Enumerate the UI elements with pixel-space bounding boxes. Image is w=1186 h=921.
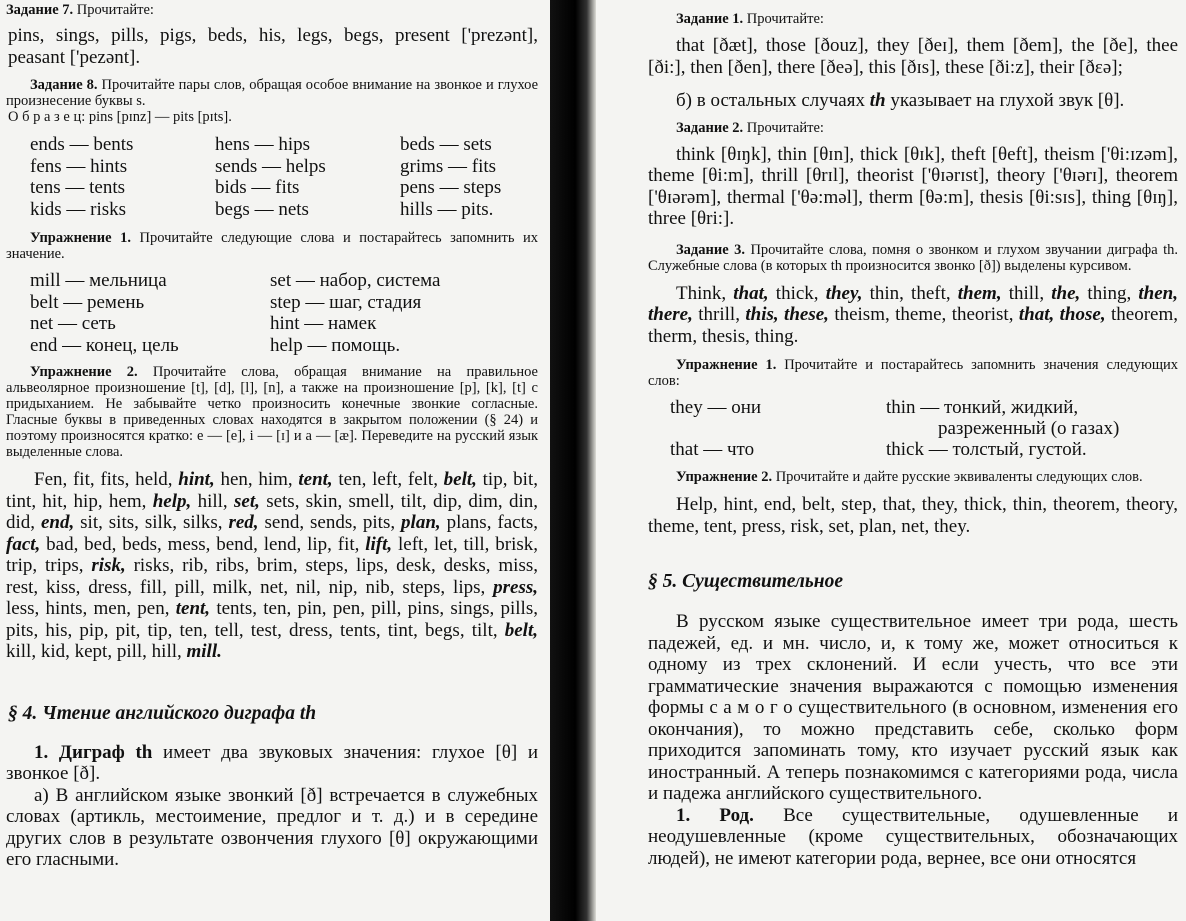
exercise2-header: Упражнение 2. Прочитайте слова, обращая внимание на правильное альвеолярное произношение [t], [d], [l], [n], а также на произношение [p], [k], [t] с придыханием. Не забывайте четко произносить конечные звонкие согласные. Гласные буквы в приведенных словах находятся в закрытом положении (§ 24) и поэтому произносятся кратко: e — [e], i — [ɪ] и a — [æ]. Переведите на русский язык выделенные слова.	[6, 364, 538, 460]
ex2-word-run-20: left, let, till, brisk, trip, trips,	[6, 533, 538, 576]
ex2-word-run-8: hill,	[191, 490, 234, 512]
r-task1-text: that [ðæt], those [ðouz], they [ðeɪ], them [ðem], the [ðe], thee [ði:], then [ðen], there [ðeə], this [ðɪs], these [ði:z], their [ðɛə];	[648, 35, 1178, 78]
exercise1-header: Упражнение 1. Прочитайте следующие слова и постарайтесь запомнить их значение.	[6, 230, 539, 262]
task3-word-run-3: they,	[825, 282, 863, 304]
r-task3-header: Задание 3. Прочитайте слова, помня о звонком и глухом звучании диграфа th. Служебные слова (в которых th произносится звонко [ð]) выделены курсивом.	[648, 241, 1178, 274]
task3-word-run-1: that,	[733, 282, 769, 304]
task3-word-run-7: the,	[1051, 282, 1081, 304]
task8-pair-r3-c2: hills — pits.	[400, 198, 494, 220]
ex1-pair-r3-c0: end — конец, цель	[30, 334, 179, 356]
ex2-word-run-17: fact,	[6, 533, 41, 555]
task7-text: pins, sings, pills, pigs, beds, his, legs, begs, present ['prezənt], peasant ['pezənt].	[8, 25, 538, 68]
ex2-word-run-11: end,	[40, 512, 75, 533]
r-task2-text: think [θɪŋk], thin [θɪn], thick [θɪk], theft [θeft], theism ['θi:ɪzəm], theme [θi:m], thrill [θrɪl], theorist ['θɪərɪst], theory ['θɪərɪ], theorem ['θɪərəm], thermal ['θə:məl], therm [θə:m], thesis [θi:sɪs], thing [θɪŋ], three [θri:].	[648, 143, 1178, 229]
r-task3-words	[648, 283, 1178, 348]
ex1-pair-r1-c1: step — шаг, стадия	[270, 291, 422, 313]
exercise2-words	[6, 469, 538, 663]
task8-pair-r1-c0: fens — hints	[30, 155, 128, 177]
ex2-word-run-13: red,	[228, 512, 259, 533]
task8-pair-r0-c0: ends — bents	[30, 134, 134, 155]
ex1-pair-r3-c1: help — помощь.	[270, 334, 401, 356]
task3-word-run-10: thrill,	[692, 304, 746, 325]
task3-word-run-9: then, there,	[648, 282, 1178, 325]
task8-pair-r2-c1: bids — fits	[215, 177, 300, 198]
task8-pair-r1-c2: grims — fits	[400, 155, 497, 177]
section5-p1: В русском языке существительное имеет три рода, шесть падежей, ед. и мн. число, и, к тому же, может относиться к одному из трех склонений. И если учесть, что все эти грамматические значения выражаются с помощью изменения формы с а м о г о существительного (в основном, изменения его окончания), то можно представить себе, сколько форм приходится запоминать тому, кто изучает русский язык как иностранный. А теперь познакомимся с категориями рода, числа и падежа английского существительного.	[648, 611, 1178, 804]
task8-pairs	[6, 134, 538, 220]
task8-pair-r3-c0: kids — risks	[30, 198, 127, 220]
task3-word-run-5: them,	[957, 282, 1002, 304]
ex2-word-run-29: mill.	[186, 641, 222, 662]
ex1-pair-r0-c1: set — набор, система	[270, 270, 441, 291]
exercise1-pairs	[6, 270, 538, 356]
task3-word-run-0: Think,	[676, 282, 734, 304]
section5-p2: 1. Род. Все существительные, одушевленные и неодушевленные (кроме существительных, обозначающих людей), не имеют категории рода, вернее, все они относятся	[648, 804, 1179, 869]
r-exercise1-header: Упражнение 1. Прочитайте и постарайтесь запомнить значения следующих слов:	[648, 357, 1179, 389]
ex1-pair-r1-c0: belt — ремень	[30, 291, 145, 313]
section5-title: § 5. Существительное	[648, 571, 844, 592]
section4-title: § 4. Чтение английского диграфа th	[8, 702, 317, 724]
ex2-word-run-14: send, sends, pits,	[258, 512, 402, 533]
ex2-word-run-24: less, hints, men, pen,	[6, 598, 176, 619]
ex2-word-run-19: lift,	[365, 533, 393, 555]
task3-word-run-2: thick,	[768, 282, 826, 304]
ex2-word-run-25: tent,	[175, 598, 211, 619]
ex2-word-run-9: set,	[234, 490, 260, 512]
ex2-word-run-7: help,	[152, 490, 192, 512]
r-exercise2-header: Упражнение 2. Прочитайте и дайте русские эквиваленты следующих слов.	[676, 469, 1143, 485]
section4-p1: 1. Диграф th имеет два звуковых значения: глухое [θ] и звонкое [ð].	[6, 741, 539, 784]
task3-word-run-14: theorem, therm, thesis, thing.	[648, 304, 1178, 347]
vocab-thin-cont: разреженный (о газах)	[938, 418, 1120, 439]
ex2-word-run-5: belt,	[443, 469, 477, 490]
ex2-word-run-23: press,	[493, 576, 538, 598]
task8-pair-r1-c1: sends — helps	[215, 155, 326, 177]
ex2-word-run-1: hint,	[178, 469, 215, 490]
r-exercise2-text: Help, hint, end, belt, step, that, they, thick, thin, theorem, theory, theme, tent, press, risk, set, plan, net, they.	[648, 494, 1178, 537]
ex2-word-run-12: sit, sits, silk, silks,	[74, 512, 229, 533]
ex2-word-run-4: ten, left, felt,	[332, 469, 444, 490]
task8-sample: О б р а з е ц: pins [pɪnz] — pits [pɪts].	[8, 109, 232, 125]
ex2-word-run-22: risks, rib, ribs, brim, steps, lips, desk, desks, miss, rest, kiss, dress, fill, pill, milk, net, nil, nip, nib, steps, lips,	[6, 555, 539, 598]
ex1-pair-r2-c1: hint — намек	[270, 313, 377, 334]
task7-header: Задание 7. Прочитайте:	[6, 2, 154, 18]
vocab-they: they — они	[670, 397, 762, 418]
task8-pair-r0-c2: beds — sets	[400, 134, 492, 155]
task3-word-run-6: thill,	[1001, 282, 1052, 304]
task3-word-run-8: thing,	[1080, 282, 1139, 304]
r-exercise1-vocab	[648, 397, 1178, 461]
task3-word-run-13: that, those,	[1018, 304, 1106, 325]
task8-pair-r2-c0: tens — tents	[30, 177, 125, 198]
vocab-thick: thick — толстый, густой.	[886, 439, 1087, 460]
ex2-word-run-0: Fen, fit, fits, held,	[34, 469, 179, 490]
ex2-word-run-16: plans, facts,	[440, 512, 538, 533]
ex2-word-run-15: plan,	[401, 512, 441, 533]
ex2-word-run-2: hen, him,	[214, 469, 299, 490]
right-page	[596, 0, 1186, 921]
book-spine-shadow	[550, 0, 596, 921]
section4-p2: а) В английском языке звонкий [ð] встречается в служебных словах (артикль, местоимение, предлог и т. д.) и в середине других слов в результате озвончения глухого [θ] окружающими его гласными.	[6, 784, 538, 870]
ex1-pair-r2-c0: net — сеть	[30, 313, 116, 334]
task8-pair-r3-c1: begs — nets	[215, 198, 309, 220]
task8-pair-r2-c2: pens — steps	[400, 177, 502, 198]
ex2-word-run-26: tents, ten, pin, pen, pill, pins, sings, pills, pits, his, pip, pit, tip, ten, tell, test, dress, tents, tint, begs, tilt,	[6, 598, 538, 641]
ex2-word-run-28: kill, kid, kept, pill, hill,	[6, 641, 187, 662]
rule-b: б) в остальных случаях th указывает на глухой звук [θ].	[676, 90, 1125, 111]
ex2-word-run-10: sets, skin, smell, tilt, dip, dim, din, did,	[6, 490, 538, 533]
ex2-word-run-6: tip, bit, tint, hit, hip, hem,	[6, 469, 538, 512]
task3-word-run-12: theism, theme, theorist,	[828, 304, 1019, 325]
task8-header: Задание 8. Прочитайте пары слов, обращая особое внимание на звонкое и глухое произнесение буквы s.	[6, 77, 538, 109]
left-page	[0, 0, 542, 921]
vocab-thin: thin — тонкий, жидкий,	[886, 397, 1079, 418]
task8-pair-r0-c1: hens — hips	[215, 134, 310, 155]
r-task1-header: Задание 1. Прочитайте:	[676, 11, 824, 27]
ex2-word-run-27: belt,	[504, 619, 538, 641]
vocab-that: that — что	[670, 439, 755, 460]
ex2-word-run-3: tent,	[298, 469, 333, 490]
ex2-word-run-18: bad, bed, beds, mess, bend, lend, lip, fit,	[40, 533, 366, 555]
ex2-word-run-21: risk,	[91, 555, 126, 576]
task3-word-run-4: thin, theft,	[862, 282, 958, 304]
task3-word-run-11: this, these,	[745, 304, 829, 325]
r-task2-header: Задание 2. Прочитайте:	[676, 119, 824, 136]
ex1-pair-r0-c0: mill — мельница	[30, 270, 167, 291]
